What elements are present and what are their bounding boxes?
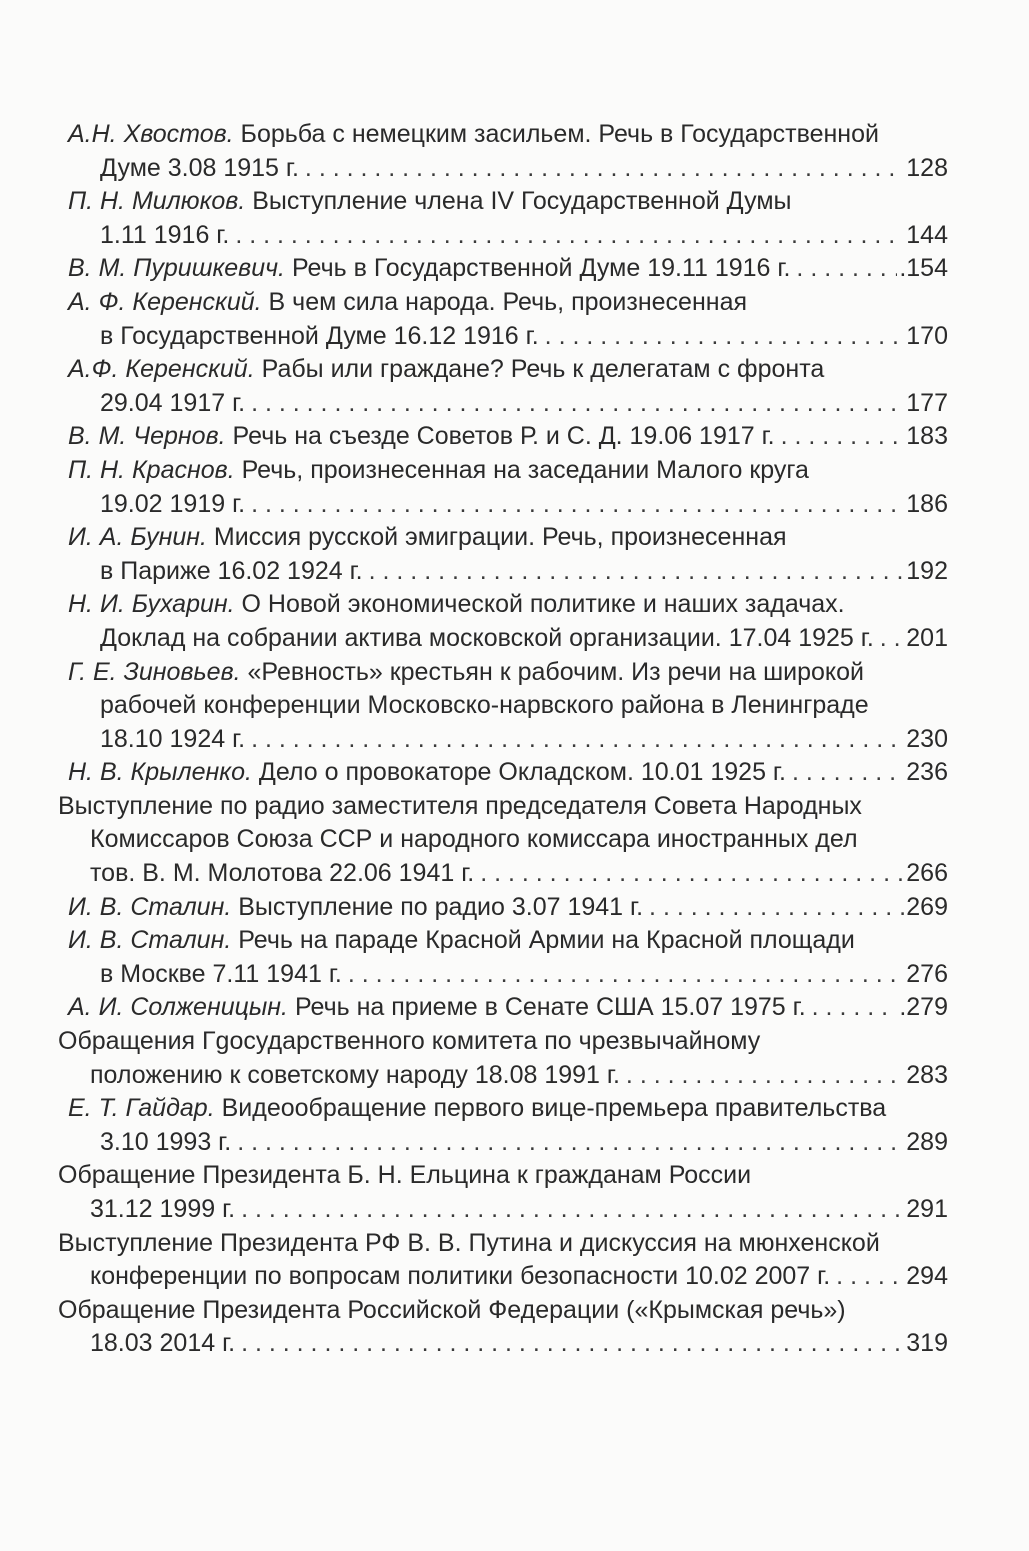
entry-tail-text (90, 1059, 620, 1093)
page-number: 170 (906, 321, 948, 350)
entry-last-line (58, 219, 948, 253)
dot-leader (251, 723, 904, 757)
toc-entry[interactable] (58, 1025, 948, 1092)
entry-last-line (58, 857, 948, 891)
entry-author: А. И. Солженицын. (68, 993, 289, 1022)
page-number: 266 (906, 859, 948, 888)
toc-entry[interactable] (58, 924, 948, 991)
entry-tail-value: 3.10 1993 г. (100, 1127, 232, 1156)
entry-title-line (58, 1159, 948, 1193)
toc-entry[interactable] (58, 353, 948, 420)
entry-title-line (58, 118, 948, 152)
dot-leader (369, 555, 905, 589)
entry-last-line (58, 1193, 948, 1227)
entry-tail-value: Доклад на собрании актива московской организации. 17.04 1925 г. (100, 623, 874, 652)
entry-author: Н. В. Крыленко. (68, 758, 252, 787)
entry-tail-value: в Париже 16.02 1924 г. (100, 556, 363, 585)
entry-author: В. М. Пуришкевич. (68, 254, 286, 283)
entry-last-line (58, 622, 948, 656)
entry-last-line (58, 488, 948, 522)
page-number: 289 (906, 1127, 948, 1156)
entry-title-line (58, 521, 948, 555)
page-number: 294 (906, 1262, 948, 1291)
entry-author: А. Ф. Керенский. (68, 287, 262, 316)
dot-leader (241, 1193, 904, 1227)
entry-tail-text (90, 1327, 235, 1361)
dot-leader (626, 1059, 904, 1093)
dot-leader (781, 420, 905, 454)
toc-entry[interactable] (58, 991, 948, 1025)
entry-title: О Новой экономической политике и наших задачах. (241, 590, 845, 619)
page-number: 283 (906, 1060, 948, 1089)
entry-tail-value: 31.12 1999 г. (90, 1195, 236, 1223)
page-number: 291 (906, 1195, 948, 1223)
entry-tail-value: Речь на съезде Советов Р. и С. Д. 19.06 1917 г. (232, 422, 775, 451)
page-number: 276 (906, 959, 948, 988)
toc-entry[interactable] (58, 252, 948, 286)
toc-entry[interactable] (58, 454, 948, 521)
entry-title: Обращение Президента Б. Н. Ельцина к гражданам России (58, 1161, 752, 1190)
page-number: 319 (906, 1329, 948, 1358)
page-number: .154 (899, 254, 948, 283)
entry-title: Обращение Президента Российской Федерации («Крымская речь») (58, 1295, 846, 1324)
entry-last-line (58, 1126, 948, 1160)
entry-title-line (58, 1025, 948, 1059)
entry-title: Рабы или граждане? Речь к делегатам с фронта (261, 355, 825, 384)
dot-leader (836, 1260, 904, 1294)
entry-title-line (58, 1092, 948, 1126)
entry-tail-value: Думе 3.08 1915 г. (100, 153, 299, 182)
entry-tail-value: 29.04 1917 г. (100, 388, 246, 417)
entry-last-line (58, 1059, 948, 1093)
toc-entry[interactable] (58, 891, 948, 925)
dot-leader (792, 756, 904, 790)
entry-title-line (58, 924, 948, 958)
toc-entry[interactable] (58, 790, 948, 891)
page-number: 236 (906, 758, 948, 787)
toc-entry[interactable] (58, 420, 948, 454)
entry-tail-text (100, 958, 342, 992)
entry-tail-value: в Москве 7.11 1941 г. (100, 959, 342, 988)
entry-last-line (58, 991, 948, 1025)
toc-entry[interactable] (58, 286, 948, 353)
toc-entry[interactable] (58, 1159, 948, 1226)
entry-tail-value: Речь на приеме в Сенате США 15.07 1975 г. (294, 993, 806, 1022)
entry-last-line (58, 958, 948, 992)
dot-leader (880, 622, 905, 656)
toc-entry[interactable] (58, 118, 948, 185)
entry-author: И. В. Сталин. (68, 926, 232, 955)
entry-author: П. Н. Милюков. (68, 187, 246, 216)
entry-title-line (58, 353, 948, 387)
entry-tail-value: Выступление по радио 3.07 1941 г. (238, 892, 644, 921)
toc-entry[interactable] (58, 656, 948, 757)
table-of-contents (58, 118, 948, 1361)
dot-leader (649, 891, 904, 925)
entry-tail-text (68, 420, 775, 454)
entry-tail-text (90, 1260, 830, 1294)
entry-title: «Ревность» крестьян к рабочим. Из речи на широкой (247, 657, 865, 686)
page-number: 183 (906, 422, 948, 451)
toc-entry[interactable] (58, 185, 948, 252)
page-number: .279 (899, 993, 948, 1022)
page-number: 186 (906, 489, 948, 518)
entry-tail-text (100, 152, 299, 186)
entry-last-line (58, 1260, 948, 1294)
entry-last-line (58, 152, 948, 186)
entry-tail-text (90, 857, 474, 891)
page-number: 177 (906, 388, 948, 417)
entry-tail-value: конференции по вопросам политики безопасности 10.02 2007 г. (90, 1262, 831, 1291)
dot-leader (241, 1327, 904, 1361)
entry-tail-value: тов. В. М. Молотова 22.06 1941 г. (90, 859, 475, 888)
dot-leader (251, 387, 904, 421)
dot-leader (348, 958, 904, 992)
dot-leader (812, 991, 898, 1025)
entry-author: И. В. Сталин. (68, 892, 232, 921)
entry-tail-text (90, 1193, 235, 1227)
entry-last-line (58, 723, 948, 757)
entry-author: А.Н. Хвостов. (68, 120, 234, 148)
entry-title: Обращения Гgосударственного комитета по чрезвычайному (58, 1027, 761, 1056)
entry-title-line (58, 1294, 948, 1328)
toc-entry[interactable] (58, 588, 948, 655)
entry-last-line (58, 420, 948, 454)
dot-leader (251, 488, 904, 522)
entry-last-line (58, 555, 948, 589)
entry-tail-value: 1.11 1916 г. (100, 220, 230, 249)
entry-title: Борьба с немецким засильем. Речь в Государственной (240, 120, 879, 148)
entry-author: В. М. Чернов. (68, 422, 226, 451)
entry-title: Миссия русской эмиграции. Речь, произнесенная (213, 523, 787, 552)
entry-last-line (58, 387, 948, 421)
entry-title: Выступление Президента РФ В. В. Путина и дискуссия на мюнхенской (58, 1228, 880, 1257)
entry-author: Н. И. Бухарин. (68, 590, 235, 619)
entry-tail-value: 19.02 1919 г. (100, 489, 246, 518)
dot-leader (545, 320, 905, 354)
entry-title: Видеообращение первого вице-премьера правительства (221, 1094, 887, 1123)
entry-tail-text (100, 555, 363, 589)
entry-tail-value: Речь в Государственной Думе 19.11 1916 г. (291, 254, 791, 283)
entry-tail-value: положению к советскому народу 18.08 1991 г. (90, 1060, 620, 1089)
entry-title: Выступление по радио заместителя председателя Совета Народных (58, 791, 862, 820)
toc-entry[interactable] (58, 1092, 948, 1159)
entry-continuation: рабочей конференции Московско-нарвского района в Ленинграде (100, 691, 869, 720)
entry-tail-text (100, 1126, 231, 1160)
entry-title-line (58, 1227, 948, 1261)
entry-tail-text (100, 622, 874, 656)
toc-entry[interactable] (58, 521, 948, 588)
entry-last-line (58, 252, 948, 286)
entry-tail-text (100, 723, 245, 757)
entry-tail-text (68, 891, 643, 925)
entry-tail-text (100, 488, 245, 522)
dot-leader (235, 219, 904, 253)
entry-title-line (58, 790, 948, 824)
page-number: 192 (906, 556, 948, 585)
entry-author: Г. Е. Зиновьев. (68, 657, 241, 686)
page-number: 269 (906, 892, 948, 921)
entry-title-line (58, 656, 948, 690)
entry-last-line (58, 891, 948, 925)
entry-continuation: Комиссаров Союза ССР и народного комиссара иностранных дел (90, 825, 858, 854)
entry-title: Выступление члена IV Государственной Думы (252, 187, 792, 216)
page-number: 230 (906, 724, 948, 753)
page-number: 201 (906, 623, 948, 652)
entry-title-line (58, 588, 948, 622)
entry-tail-text (68, 991, 806, 1025)
dot-leader (796, 252, 897, 286)
entry-last-line (58, 320, 948, 354)
entry-tail-text (100, 219, 229, 253)
entry-tail-text (68, 252, 790, 286)
entry-author: И. А. Бунин. (68, 523, 207, 552)
entry-last-line (58, 1327, 948, 1361)
entry-title: Речь на параде Красной Армии на Красной площади (238, 926, 855, 955)
entry-author: Е. Т. Гайдар. (68, 1094, 215, 1123)
entry-tail-text (100, 387, 245, 421)
entry-title: Речь, произнесенная на заседании Малого круга (241, 455, 809, 484)
page-number: 144 (906, 220, 948, 249)
entry-tail-value: Дело о провокаторе Окладском. 10.01 1925 г. (258, 758, 786, 787)
dot-leader (480, 857, 904, 891)
entry-tail-value: в Государственной Думе 16.12 1916 г. (100, 321, 539, 350)
entry-title-line (58, 286, 948, 320)
entry-tail-text (100, 320, 539, 354)
entry-tail-text (68, 756, 786, 790)
entry-author: П. Н. Краснов. (68, 455, 235, 484)
entry-title-line (58, 454, 948, 488)
toc-entry[interactable] (58, 1294, 948, 1361)
entry-tail-value: 18.03 2014 г. (90, 1329, 236, 1358)
toc-entry[interactable] (58, 756, 948, 790)
entry-author: А.Ф. Керенский. (68, 355, 255, 384)
entry-title-line (58, 185, 948, 219)
entry-title: В чем сила народа. Речь, произнесенная (268, 287, 748, 316)
page-number: 128 (906, 153, 948, 182)
dot-leader (305, 152, 904, 186)
entry-last-line (58, 756, 948, 790)
toc-entry[interactable] (58, 1227, 948, 1294)
entry-tail-value: 18.10 1924 г. (100, 724, 246, 753)
dot-leader (237, 1126, 904, 1160)
